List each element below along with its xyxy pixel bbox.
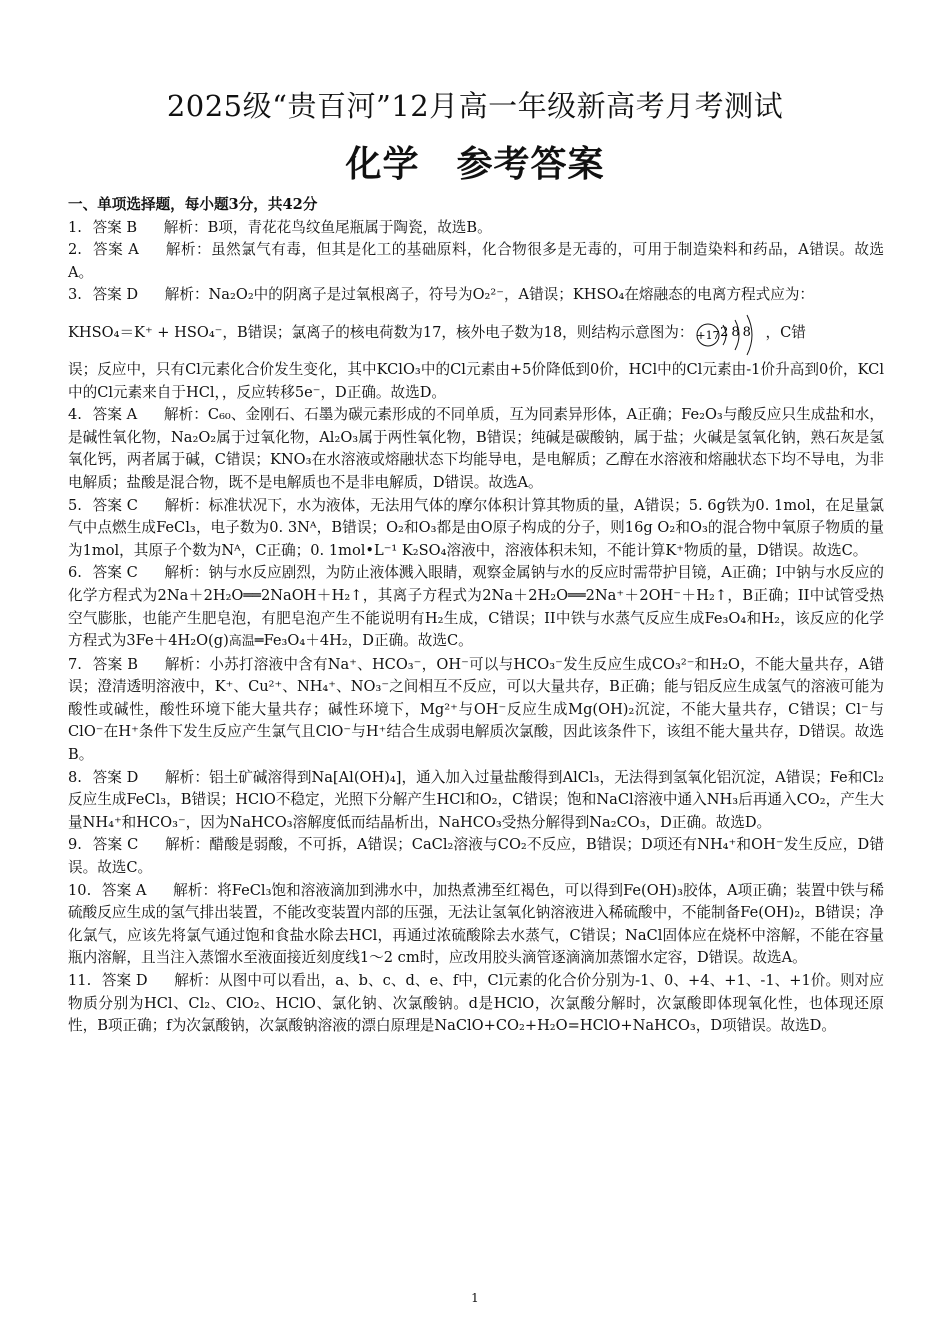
question-answer: 答案 D (92, 768, 139, 786)
question-4 (68, 404, 884, 494)
content-body (68, 194, 884, 1038)
question-explanation: 解析：钠与水反应剧烈，为防止液体溅入眼睛，观察金属钠与水的反应时需带护目镜，A正确；I中钠与水反应的化学方程式为2Na＋2H₂O══2NaOH＋H₂↑，其离子方程式为2Na＋2H₂O══2Na⁺＋2OH⁻＋H₂↑，B正确；II中试管受热空气膨胀，也能产生肥皂泡，有肥皂泡产生不能说明有H₂生成，C错误；II中铁与水蒸气反应生成Fe₃O₄和H₂，该反应的化学方程式为3Fe＋4H₂O(g) (68, 564, 885, 650)
question-number: 3. (68, 286, 82, 304)
question-explanation: 解析：B项，青花花鸟纹鱼尾瓶属于陶瓷，故选B。 (163, 218, 492, 236)
question-number: 7. (68, 655, 82, 673)
question-6 (68, 562, 884, 653)
question-9 (68, 834, 884, 879)
question-2 (68, 239, 884, 284)
question-explanation: KHSO₄＝K⁺ + HSO₄⁻，B错误；氯离子的核电荷数为17，核外电子数为18，则结构示意图为： (68, 323, 694, 341)
question-explanation: 解析：标准状况下，水为液体，无法用气体的摩尔体积计算其物质的量，A错误；5. 6g铁为0. 1mol，在足量氯气中点燃生成FeCl₃，电子数为0. 3Nᴬ，B错误；O₂和O₃都是由O原子构成的分子，则16g O₂和O₃的混合物中氧原子物质的量为1mol，其原子个数为Nᴬ，C正确；0. 1mol•L⁻¹ K₂SO₄溶液中，溶液体积未知，不能计算K⁺物质的量，D错误。故选C。 (68, 496, 884, 559)
question-answer: 答案 D (92, 286, 139, 304)
question-answer: 答案 C (92, 836, 139, 854)
question-explanation: 解析：虽然氯气有毒，但其是化工的基础原料，化合物很多是无毒的，可用于制造染料和药品，A错误。故选A。 (68, 241, 885, 281)
section-heading: 一、单项选择题，每小题3分，共42分 (68, 196, 318, 213)
document-subtitle: 化学 参考答案 (345, 143, 605, 185)
question-number: 9. (68, 836, 82, 854)
question-number: 4. (68, 406, 82, 424)
reaction-condition: 高温 (228, 634, 255, 650)
question-3-continued (68, 359, 884, 404)
question-explanation: 误；反应中，只有Cl元素化合价发生变化，其中KClO₃中的Cl元素由+5价降低到0价，HCl中的Cl元素由-1价升高到0价，KCl中的Cl元素来自于HCl，，反应转移5e⁻，D正确。故选D。 (68, 360, 884, 401)
document-title: 2025级“贵百河”12月高一年级新高考月考测试 (166, 89, 784, 123)
question-explanation: Fe₃O₄＋4H₂，D正确。故选C。 (263, 632, 473, 650)
question-answer: 答案 B (92, 655, 138, 673)
question-3-diagram-line (68, 307, 884, 359)
question-number: 2. (68, 241, 82, 259)
question-10 (68, 880, 884, 970)
question-answer: 答案 C (92, 564, 138, 582)
question-number: 6. (68, 564, 82, 582)
question-number: 10. (68, 881, 92, 899)
question-8 (68, 767, 884, 835)
question-explanation: 解析：从图中可以看出，a、b、c、d、e、f中，Cl元素的化合价分别为-1、0、+4、+1、-1、+1价。则对应物质分别为HCl、Cl₂、ClO₂、HClO、氯化钠、次氯酸钠。d是HClO，次氯酸分解时，次氯酸即体现氧化性，也体现还原性，B项正确；f为次氯酸钠，次氯酸钠溶液的漂白原理是NaClO+CO₂+H₂O=HClO+NaHCO₃，D项错误。故选D。 (68, 972, 884, 1035)
electron-shells: 288 (720, 324, 755, 340)
question-answer: 答案 A (92, 406, 138, 424)
nucleus-charge: +17 (696, 328, 721, 342)
question-answer: 答案 C (92, 496, 138, 514)
question-explanation: 解析：铝土矿碱溶得到Na[Al(OH)₄]，通入加入过量盐酸得到AlCl₃，无法得到氢氧化铝沉淀，A错误；Fe和Cl₂反应生成FeCl₃，B错误；HClO不稳定，光照下分解产生HCl和O₂，C错误；饱和NaCl溶液中通入NH₃后再通入CO₂，产生大量NH₄⁺和HCO₃⁻，因为NaHCO₃溶解度低而结晶析出，NaHCO₃受热分解得到Na₂CO₃，D正确。故选D。 (68, 768, 885, 831)
question-explanation: 解析：C₆₀、金刚石、石墨为碳元素形成的不同单质，互为同素异形体，A正确；Fe₂O₃与酸反应只生成盐和水，是碱性氧化物，Na₂O₂属于过氧化物，Al₂O₃属于两性氧化物，B错误；纯碱是碳酸钠，属于盐；火碱是氢氧化钠，熟石灰是氢氧化钙，两者属于碱，C错误；KNO₃在水溶液或熔融状态下均能导电，是电解质；乙醇在水溶液和熔融状态下均不导电，为非电解质；盐酸是混合物，既不是电解质也不是非电解质，D错误。故选A。 (68, 406, 885, 491)
reaction-condition-arrow (229, 630, 264, 654)
question-number: 5. (68, 496, 82, 514)
question-explanation: 解析：小苏打溶液中含有Na⁺、HCO₃⁻，OH⁻可以与HCO₃⁻发生反应生成CO₃²⁻和H₂O，不能大量共存，A错误；澄清透明溶液中，K⁺、Cu²⁺、NH₄⁺、NO₃⁻之间相互不反应，可以大量共存，B正确；能与铝反应生成氢气的溶液可能为酸性或碱性，酸性环境下能大量共存；碱性环境下，Mg²⁺与OH⁻反应生成Mg(OH)₂沉淀，不能大量共存，C错误；Cl⁻与ClO⁻在H⁺条件下发生反应产生氯气且ClO⁻与H⁺结合生成弱电解质次氯酸，因此该条件下，该组不能大量共存，D错误。故选B。 (68, 655, 884, 764)
question-number: 1. (68, 218, 82, 236)
question-11 (68, 970, 884, 1038)
question-explanation: 解析：Na₂O₂中的阴离子是过氧根离子，符号为O₂²⁻，A错误；KHSO₄在熔融态的电离方程式应为： (164, 286, 815, 304)
equals-arrow-glyph: ═ (254, 632, 264, 650)
question-1 (68, 217, 884, 240)
question-3 (68, 284, 884, 307)
page-number: 1 (471, 1291, 479, 1305)
question-number: 8. (68, 768, 82, 786)
chloride-ion-structure-diagram (695, 309, 763, 357)
question-answer: 答案 A (101, 881, 147, 899)
question-explanation: ，C错 (765, 323, 806, 341)
question-answer: 答案 D (101, 972, 148, 989)
question-7 (68, 654, 884, 767)
question-answer: 答案 B (92, 218, 138, 236)
question-explanation: 解析：将FeCl₃饱和溶液滴加到沸水中，加热煮沸至红褐色，可以得到Fe(OH)₃胶体，A项正确；装置中铁与稀硫酸反应生成的氢气排出装置，不能改变装置内部的压强，无法让氢氧化钠溶液进入稀硫酸中，不能制备Fe(OH)₂，B错误；净化氯气，应该先将氯气通过饱和食盐水除去HCl，再通过浓硫酸除去水蒸气，C错误；NaCl固体应在烧杯中溶解，不能在容量瓶内溶解，且当注入蒸馏水至液面接近刻度线1～2 cm时，应改用胶头滴管逐滴滴加蒸馏水定容，D错误。故选A。 (68, 881, 885, 967)
question-number: 11. (68, 972, 92, 989)
question-5 (68, 495, 884, 563)
question-answer: 答案 A (93, 241, 139, 259)
question-explanation: 解析：醋酸是弱酸，不可拆，A错误；CaCl₂溶液与CO₂不反应，B错误；D项还有NH₄⁺和OH⁻发生反应，D错误。故选C。 (68, 836, 884, 877)
